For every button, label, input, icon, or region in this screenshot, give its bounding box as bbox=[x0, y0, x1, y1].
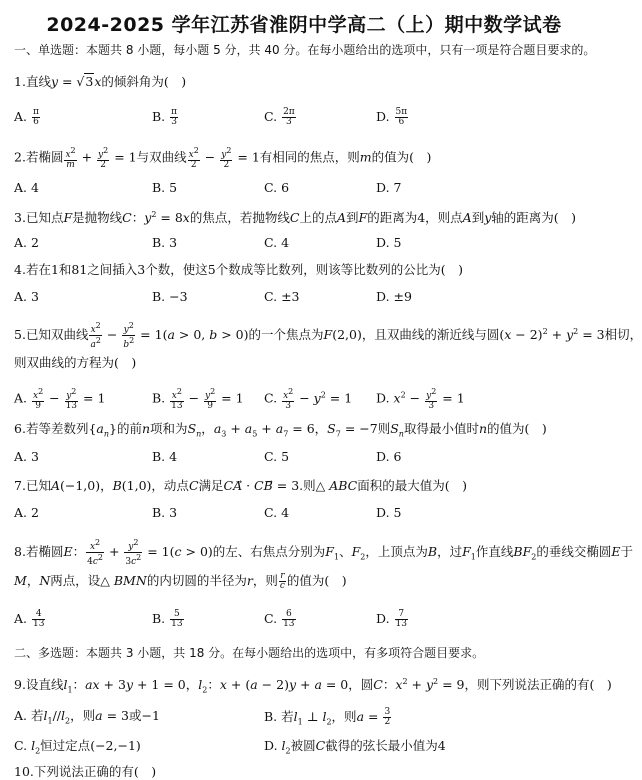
question-7-options bbox=[14, 505, 604, 527]
q7-option-b[interactable]: B. 3 bbox=[152, 505, 178, 520]
q5-option-c[interactable]: C. $\frac{x^2}{3}$ − $y^2 = 1$ bbox=[264, 387, 353, 411]
q5-option-a[interactable]: A. $\frac{x^2}{9}$ − $\frac{y^2}{13}$ = 1 bbox=[14, 387, 106, 411]
q1-option-d[interactable]: D. $\frac{5\pi}{6}$ bbox=[376, 107, 408, 127]
q3-option-c[interactable]: C. 4 bbox=[264, 235, 290, 250]
question-7: 7.已知A(−1,0)，B(1,0)，动点C满足CA⃗ · CB⃗ = 3.则△ ABC面积的最大值为( ) bbox=[14, 478, 468, 493]
question-2-options bbox=[14, 180, 604, 202]
question-9-options-row2 bbox=[14, 738, 604, 760]
q5-option-b[interactable]: B. $\frac{x^2}{13}$ − $\frac{y^2}{9}$ = 1 bbox=[152, 387, 244, 411]
page-title: 2024-2025 学年江苏省淮阴中学高二（上）期中数学试卷 bbox=[46, 14, 562, 36]
question-3-options bbox=[14, 235, 604, 257]
q3-option-d[interactable]: D. 5 bbox=[376, 235, 402, 250]
q6-option-b[interactable]: B. 4 bbox=[152, 449, 178, 464]
section-single-choice: 一、单选题：本题共 8 小题，每小题 5 分，共 40 分。在每小题给出的选项中，只有一项是符合题目要求的。 bbox=[14, 43, 596, 57]
question-6: 6.若等差数列$\{a_n\}$的前n项和为$S_n$，$a_3 + a_5 + a_7 = 6$，$S_7 = -7$则$S_n$取得最小值时n的值为( ) bbox=[14, 421, 547, 439]
q5-option-d[interactable]: D. $x^2$ − $\frac{y^2}{3}$ = 1 bbox=[376, 387, 465, 411]
q8-option-c[interactable]: C. $\frac{6}{13}$ bbox=[264, 609, 295, 629]
q4-option-a[interactable]: A. 3 bbox=[14, 289, 39, 304]
question-8: 8.若椭圆E： $\frac{x^2}{4c^2}$ + $\frac{y^2}{3c^2}$ = 1(c > 0)的左、右焦点分别为$F_1$、$F_2$，上顶点为B，过$F_1$作直线$BF_2$的垂线交椭圆E于 bbox=[14, 538, 633, 567]
q2-option-c[interactable]: C. 6 bbox=[264, 180, 290, 195]
question-5-cont: 则双曲线的方程为( ) bbox=[14, 355, 137, 370]
question-5: 5.已知双曲线 $\frac{x^2}{a^2}$ − $\frac{y^2}{b^2}$ = 1(a > 0, b > 0)的一个焦点为F(2,0)，且双曲线的渐近线与圆$(x - 2)^2 + y^2 = 3$相切， bbox=[14, 321, 642, 350]
section-multiple-choice: 二、多选题：本题共 3 小题，共 18 分。在每小题给出的选项中，有多项符合题目要求。 bbox=[14, 646, 485, 660]
q8-option-b[interactable]: B. $\frac{5}{13}$ bbox=[152, 609, 183, 629]
q3-option-b[interactable]: B. 3 bbox=[152, 235, 178, 250]
q8-option-a[interactable]: A. $\frac{4}{13}$ bbox=[14, 609, 45, 629]
question-3: 3.已知点F是抛物线C：$y^2 = 8x$的焦点，若抛物线C上的点A到F的距离为4，则点A到y轴的距离为( ) bbox=[14, 210, 577, 226]
q1-option-c[interactable]: C. $\frac{2\pi}{3}$ bbox=[264, 107, 295, 127]
q4-option-b[interactable]: B. −3 bbox=[152, 289, 188, 304]
q9-option-c[interactable]: C. $l_2$恒过定点(−2,−1) bbox=[14, 738, 141, 756]
question-1: 1.直线y = √3x的倾斜角为( ) bbox=[14, 74, 187, 89]
q8-option-d[interactable]: D. $\frac{7}{13}$ bbox=[376, 609, 407, 629]
question-9: 9.设直线$l_1$：ax + 3y + 1 = 0，$l_2$：x + (a − 2)y + a = 0，圆C：$x^2 + y^2 = 9$，则下列说法正确的有( ) bbox=[14, 677, 612, 695]
question-4-options bbox=[14, 289, 604, 311]
question-1-options bbox=[14, 108, 604, 130]
q7-option-d[interactable]: D. 5 bbox=[376, 505, 402, 520]
q4-option-c[interactable]: C. ±3 bbox=[264, 289, 300, 304]
q6-option-c[interactable]: C. 5 bbox=[264, 449, 290, 464]
question-9-options-row1 bbox=[14, 708, 604, 730]
q6-option-a[interactable]: A. 3 bbox=[14, 449, 39, 464]
q9-option-d[interactable]: D. $l_2$被圆C截得的弦长最小值为4 bbox=[264, 738, 446, 756]
q1-option-b[interactable]: B. $\frac{\pi}{3}$ bbox=[152, 107, 178, 127]
q2-option-a[interactable]: A. 4 bbox=[14, 180, 39, 195]
q2-option-b[interactable]: B. 5 bbox=[152, 180, 178, 195]
q7-option-a[interactable]: A. 2 bbox=[14, 505, 39, 520]
question-8-cont: M，N两点，设△ BMN的内切圆的半径为r，则 $\frac{r}{c}$ 的值为( ) bbox=[14, 571, 347, 591]
question-4: 4.若在1和81之间插入3个数，使这5个数成等比数列，则该等比数列的公比为( ) bbox=[14, 262, 463, 277]
q6-option-d[interactable]: D. 6 bbox=[376, 449, 402, 464]
question-6-options bbox=[14, 449, 604, 471]
question-2: 2.若椭圆 $\frac{x^2}{m}$ + $\frac{y^2}{2}$ = 1与双曲线 $\frac{x^2}{2}$ − $\frac{y^2}{2}$ = 1有相同的焦点，则m的值为( ) bbox=[14, 146, 432, 170]
q1-option-a[interactable]: A. $\frac{\pi}{6}$ bbox=[14, 107, 39, 127]
question-10: 10.下列说法正确的有( ) bbox=[14, 764, 157, 779]
question-8-options bbox=[14, 610, 604, 632]
q9-option-a[interactable]: A. 若$l_1//l_2$，则a = 3或−1 bbox=[14, 708, 160, 726]
q4-option-d[interactable]: D. ±9 bbox=[376, 289, 412, 304]
q2-option-d[interactable]: D. 7 bbox=[376, 180, 402, 195]
question-5-options bbox=[14, 387, 604, 409]
q7-option-c[interactable]: C. 4 bbox=[264, 505, 290, 520]
q9-option-b[interactable]: B. 若$l_1$ ⊥ $l_2$，则a = $\frac{3}{2}$ bbox=[264, 707, 391, 727]
q3-option-a[interactable]: A. 2 bbox=[14, 235, 39, 250]
